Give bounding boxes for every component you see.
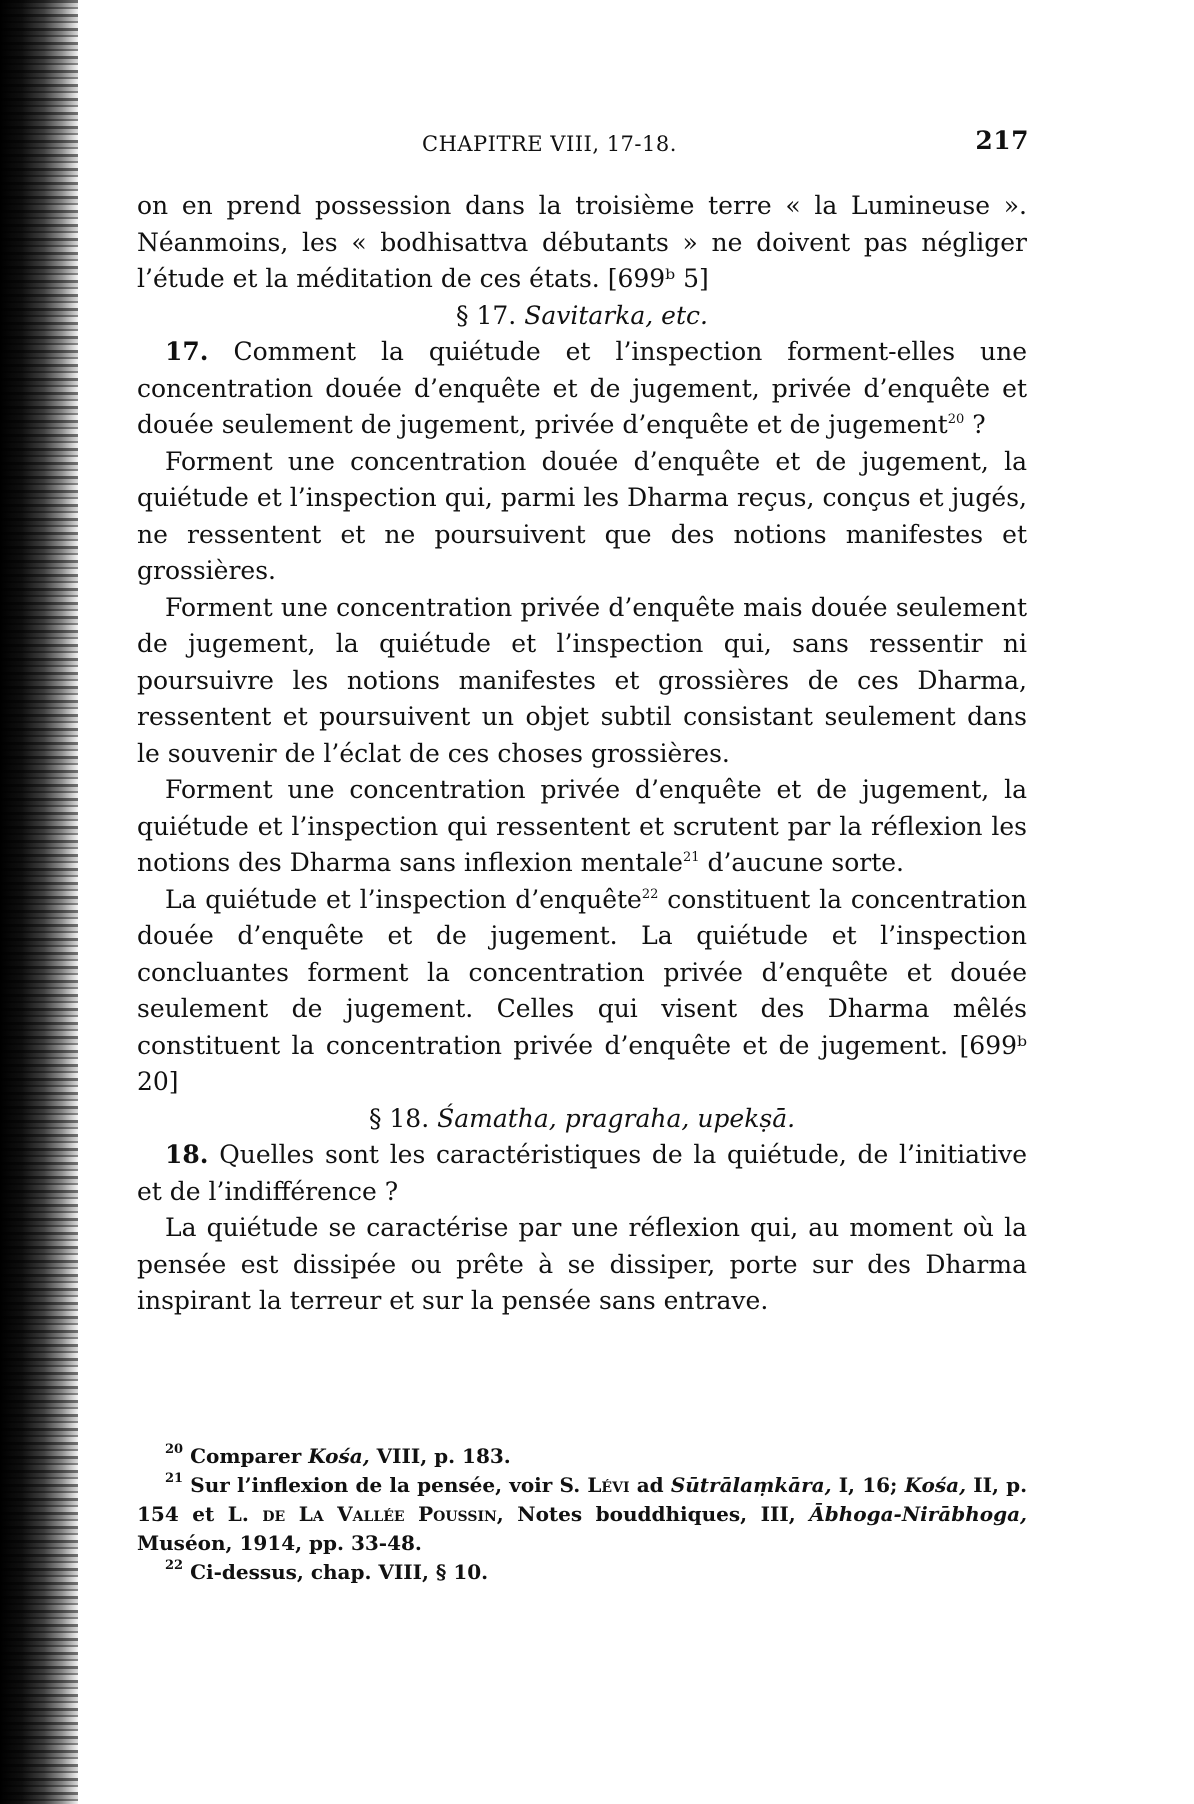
- section-17-number: § 17.: [456, 300, 517, 330]
- footnote-20-text-b: VIII, p. 183.: [369, 1444, 511, 1468]
- footnote-21-text-e: Notes bouddhiques, III,: [503, 1502, 810, 1526]
- footnote-ref-22: 22: [641, 886, 659, 902]
- footnote-22: [137, 1558, 1027, 1587]
- para-3-text-b: d’aucune sorte.: [699, 848, 904, 877]
- footnote-21-text-b: ad: [629, 1473, 671, 1497]
- para-4-text-b: constituent la concentration douée d’enquête et de jugement. La quiétude et l’inspection concluantes forment la concentration privée d’enquête et douée seulement de jugement. Celles qui visent des Dharma mêlés constituent la concentration privée d’enquête et de jugement. [699ᵇ 20]: [137, 884, 1027, 1096]
- footnote-20-text-a: Comparer: [190, 1444, 309, 1468]
- section-17-heading: [137, 298, 1027, 335]
- footnote-21: [137, 1471, 1027, 1558]
- para-4-text-a: La quiétude et l’inspection d’enquête: [165, 884, 642, 914]
- section-18-question: [137, 1137, 1027, 1210]
- running-head-title: CHAPITRE VIII, 17-18.: [422, 132, 677, 156]
- footnotes: [137, 1442, 1027, 1587]
- section-17-paragraph-4: [137, 882, 1027, 1101]
- footnote-21-work-3: Ābhoga-Nirābhoga,: [809, 1502, 1028, 1526]
- main-text: [137, 188, 1027, 1320]
- section-17-paragraph-1: Forment une concentration douée d’enquête et de jugement, la quiétude et l’inspection qui, parmi les Dharma reçus, conçus et jugés, ne ressentent et ne poursuivent que des notions manifestes et grossières.: [137, 446, 1027, 585]
- section-17-question: [137, 334, 1027, 444]
- footnote-21-text-d: II, p. 154 et L.: [137, 1473, 1028, 1526]
- para-3-text-a: Forment une concentration privée d’enquête et de jugement, la quiétude et l’inspection qui ressentent et scrutent par la réflexion les notions des Dharma sans inflexion mentale: [137, 775, 1027, 877]
- footnote-22-number: 22: [165, 1558, 184, 1573]
- section-17-title: Savitarka, etc.: [524, 300, 708, 330]
- footnote-21-number: 21: [165, 1471, 184, 1486]
- question-17-end: ?: [964, 410, 986, 439]
- book-spine-shadow: [0, 0, 78, 1804]
- question-17-text: Comment la quiétude et l’inspection forment-elles une concentration douée d’enquête et de jugement, privée d’enquête et douée seulement de jugement, privée d’enquête et de jugement: [137, 337, 1027, 439]
- intro-paragraph: on en prend possession dans la troisième terre « la Lumineuse ». Néanmoins, les « bodhisattva débutants » ne doivent pas négliger l’étude et la méditation de ces états. [699ᵇ 5]: [137, 191, 1027, 293]
- item-18-number: 18.: [165, 1140, 209, 1169]
- question-18-text: Quelles sont les caractéristiques de la quiétude, de l’initiative et de l’indifférence ?: [137, 1140, 1027, 1206]
- footnote-21-text-a: Sur l’inflexion de la pensée, voir S.: [190, 1473, 588, 1497]
- footnote-21-text-f: Muséon, 1914, pp. 33-48.: [137, 1531, 422, 1555]
- footnote-21-text-c: I, 16;: [831, 1473, 905, 1497]
- footnote-20-work: Kośa,: [308, 1444, 370, 1468]
- page-number: 217: [975, 126, 1029, 155]
- section-18-number: § 18.: [368, 1103, 430, 1133]
- footnote-22-text: Ci-dessus, chap. VIII, § 10.: [190, 1560, 489, 1584]
- running-head: [137, 126, 1037, 162]
- footnote-ref-21: 21: [682, 850, 700, 865]
- footnote-21-work-2: Kośa,: [904, 1473, 967, 1497]
- book-page: [137, 0, 1037, 1804]
- footnote-21-author-levi: Lévi: [587, 1473, 630, 1497]
- footnote-ref-20: 20: [947, 412, 965, 427]
- section-18-title: Śamatha, pragraha, upekṣā.: [437, 1103, 796, 1133]
- section-18-heading: [137, 1101, 1027, 1138]
- item-17-number: 17.: [165, 337, 209, 366]
- section-17-paragraph-3: [137, 772, 1027, 882]
- footnote-20: [137, 1442, 1027, 1471]
- section-18-paragraph-1: La quiétude se caractérise par une réflexion qui, au moment où la pensée est dissipée ou prête à se dissiper, porte sur des Dharma inspirant la terreur et sur la pensée sans entrave.: [137, 1213, 1027, 1315]
- footnote-21-work-1: Sūtrālaṃkāra,: [670, 1473, 832, 1497]
- footnote-21-author: de La Vallée Poussin,: [262, 1502, 504, 1526]
- section-17-paragraph-2: Forment une concentration privée d’enquête mais douée seulement de jugement, la quiétude et l’inspection qui, sans ressentir ni poursuivre les notions manifestes et grossières de ces Dharma, ressentent et poursuivent un objet subtil consistant seulement dans le souvenir de l’éclat de ces choses grossières.: [137, 592, 1027, 768]
- footnote-20-number: 20: [165, 1442, 184, 1457]
